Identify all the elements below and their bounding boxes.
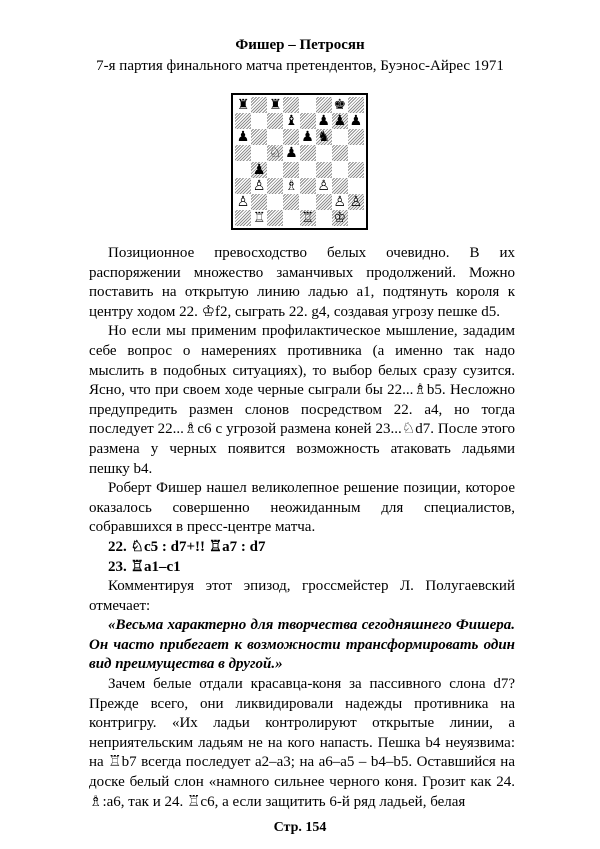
light-square xyxy=(300,162,316,178)
move-line: 22. ♘c5 : d7+!! ♖a7 : d7 xyxy=(108,538,266,555)
black-pawn-icon: ♟ xyxy=(252,161,266,178)
light-square xyxy=(251,113,267,129)
white-pawn-icon: ♙ xyxy=(236,193,250,210)
dark-square xyxy=(235,210,251,226)
black-pawn-icon: ♟ xyxy=(333,113,347,130)
white-pawn-icon: ♙ xyxy=(252,177,266,194)
page-number: Стр. 154 xyxy=(273,820,327,835)
dark-square xyxy=(316,194,332,210)
light-square xyxy=(267,194,283,210)
paragraph: Зачем белые отдали красавца-коня за пассивного слона d7? Прежде всего, они ликвидировали надежды противника на контригру. «Их ладьи контролируют открытые линии, а неприятельским ладьям не на кого напасть. Пешка b4 неуязвима: на ♖b7 всегда последует a2–a3; на a6–a5 – b4–b5. Оставшийся на доске белый слон «намного сильнее черного коня. Грозит как 24. ♗:a6, так и 24. ♖c6, а если защитить 6-й ряд ладьей, белая xyxy=(89,676,515,810)
light-square xyxy=(251,145,267,161)
dark-square xyxy=(235,145,251,161)
dark-square xyxy=(267,210,283,226)
light-square xyxy=(235,162,251,178)
dark-square xyxy=(251,129,267,145)
white-rook-icon: ♖ xyxy=(301,209,314,226)
black-rook-icon: ♜ xyxy=(268,97,282,113)
white-pawn-icon: ♙ xyxy=(317,177,330,194)
white-pawn-icon: ♙ xyxy=(349,193,363,210)
dark-square xyxy=(316,97,332,113)
light-square xyxy=(348,145,364,161)
dark-square xyxy=(283,162,299,178)
white-king-icon: ♔ xyxy=(333,209,347,226)
black-bishop-icon: ♝ xyxy=(285,113,298,130)
white-knight-icon: ♘ xyxy=(268,145,282,162)
black-king-icon: ♚ xyxy=(333,97,347,113)
dark-square xyxy=(283,194,299,210)
dark-square xyxy=(235,178,251,194)
light-square xyxy=(300,97,316,113)
light-square xyxy=(348,178,364,194)
dark-square xyxy=(267,113,283,129)
dark-square xyxy=(300,145,316,161)
black-rook-icon: ♜ xyxy=(236,97,250,113)
paragraph: Комментируя этот эпизод, гроссмейстер Л. Полугаевский отмечает: xyxy=(89,578,515,614)
black-pawn-icon: ♟ xyxy=(349,113,363,130)
article-body xyxy=(89,244,515,812)
dark-square xyxy=(348,97,364,113)
dark-square xyxy=(332,178,348,194)
quote: «Весьма характерно для творчества сегодняшнего Фишера. Он часто прибегает к возможности трансформировать один вид преимущества в другой.» xyxy=(89,617,515,673)
light-square xyxy=(316,145,332,161)
dark-square xyxy=(348,162,364,178)
black-pawn-icon: ♟ xyxy=(285,145,298,162)
light-square xyxy=(348,210,364,226)
black-knight-icon: ♞ xyxy=(317,129,330,146)
black-pawn-icon: ♟ xyxy=(236,129,250,146)
light-square xyxy=(300,194,316,210)
light-square xyxy=(267,129,283,145)
dark-square xyxy=(235,113,251,129)
light-square xyxy=(267,162,283,178)
light-square xyxy=(316,210,332,226)
black-pawn-icon: ♟ xyxy=(301,129,314,146)
dark-square xyxy=(283,97,299,113)
dark-square xyxy=(283,129,299,145)
white-rook-icon: ♖ xyxy=(252,209,266,226)
light-square xyxy=(332,162,348,178)
dark-square xyxy=(300,178,316,194)
dark-square xyxy=(300,113,316,129)
light-square xyxy=(332,129,348,145)
dark-square xyxy=(251,97,267,113)
white-bishop-icon: ♗ xyxy=(285,177,298,194)
light-square xyxy=(283,210,299,226)
chess-board xyxy=(235,97,364,226)
dark-square xyxy=(267,178,283,194)
paragraph: Но если мы применим профилактическое мышление, зададим себе вопрос о намерениях противника (а именно так надо мыслить в подобных ситуациях), то выбор белых сразу сузится. Ясно, что при своем ходе черные сыграли бы 22...♗b5. Несложно предупредить размен слонов посредством 22. a4, но тогда последует 22...♗c6 с угрозой размена коней 23...♘d7. После этого размена у черных появится возможность атаковать ладьями пешку b4. xyxy=(89,323,515,477)
black-pawn-icon: ♟ xyxy=(317,113,330,130)
move-line: 23. ♖a1–c1 xyxy=(108,558,181,575)
chess-diagram xyxy=(231,93,368,230)
dark-square xyxy=(348,129,364,145)
page-title: Фишер – Петросян xyxy=(235,37,365,53)
dark-square xyxy=(316,162,332,178)
paragraph: Роберт Фишер нашел великолепное решение позиции, которое оказалось совершенно неожиданным для специалистов, собравшихся в пресс-центре матча. xyxy=(89,480,515,536)
page-subtitle: 7-я партия финального матча претендентов, Буэнос-Айрес 1971 xyxy=(96,58,504,74)
dark-square xyxy=(332,145,348,161)
paragraph: Позиционное превосходство белых очевидно. В их распоряжении множество заманчивых продолжений. Можно поставить на открытую линию ладью a1, подтянуть короля к центру ходом 22. ♔f2, сыграть 22. g4, создавая угрозу пешке d5. xyxy=(89,245,515,320)
dark-square xyxy=(251,194,267,210)
white-pawn-icon: ♙ xyxy=(333,193,347,210)
